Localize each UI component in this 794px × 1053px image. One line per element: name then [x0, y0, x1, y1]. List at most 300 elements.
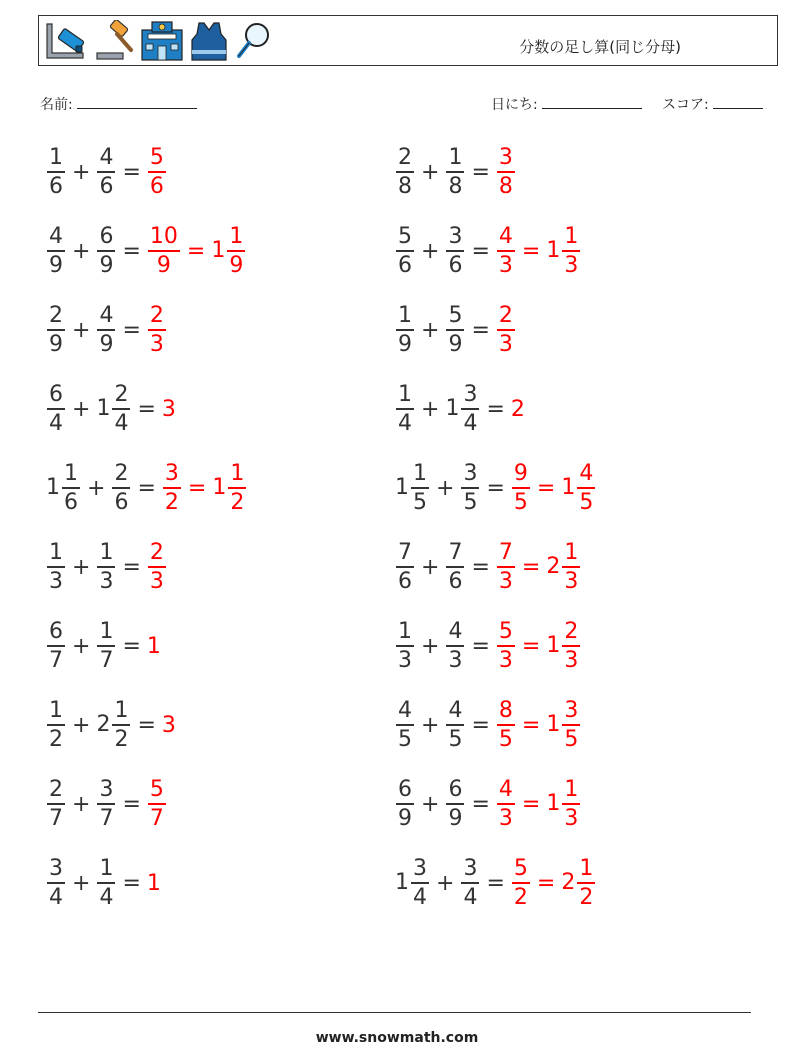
- answer: [546, 223, 581, 279]
- addend-a-denominator: 4: [49, 884, 63, 910]
- answer-fraction: [577, 855, 595, 911]
- answer-whole: 3: [161, 712, 176, 738]
- addend-a-numerator: 1: [64, 461, 78, 487]
- addend-a-numerator: 6: [49, 382, 63, 408]
- addend-b-denominator: 9: [448, 805, 463, 831]
- addend-a-denominator: 7: [49, 805, 63, 831]
- addend-b-term: [96, 381, 131, 437]
- answer-term: [162, 713, 177, 738]
- addend-b-term: [96, 697, 131, 753]
- equals-sign: =: [122, 791, 141, 817]
- equals-sign: =: [521, 712, 541, 738]
- addend-a-denominator: 6: [398, 252, 412, 278]
- answer: [511, 460, 531, 516]
- addend-a-whole: 1: [46, 475, 60, 500]
- addend-a-denominator: 3: [398, 647, 412, 673]
- answer-fraction: [497, 697, 515, 753]
- answer-term: [147, 776, 167, 832]
- addend-a-numerator: 3: [49, 856, 63, 882]
- equals-sign: =: [122, 238, 141, 264]
- answer-denominator: 2: [579, 884, 594, 910]
- problem-item: [46, 299, 167, 361]
- answer-whole: 3: [161, 396, 176, 422]
- addend-a-term: [395, 381, 415, 437]
- addend-a-fraction: [411, 460, 429, 516]
- answer-numerator: 4: [498, 224, 513, 250]
- addend-b-numerator: 3: [448, 224, 463, 250]
- addend-a-fraction: [47, 223, 65, 279]
- answer: [496, 144, 516, 200]
- equals-sign: =: [471, 712, 490, 738]
- answer: [147, 302, 167, 358]
- answer-denominator: 3: [498, 252, 513, 278]
- answer: [496, 223, 516, 279]
- footer-divider: [38, 1012, 751, 1013]
- addend-a-numerator: 2: [398, 145, 412, 171]
- answer-numerator: 1: [564, 224, 579, 250]
- answer: [496, 302, 516, 358]
- gavel-icon: [91, 20, 135, 62]
- answer: [496, 697, 516, 753]
- answer-numerator: 8: [498, 698, 513, 724]
- answer-term: [546, 618, 581, 674]
- answer-whole: 1: [211, 238, 226, 263]
- addend-b-numerator: 1: [448, 145, 463, 171]
- answer-term: [546, 223, 581, 279]
- addend-a-fraction: [47, 697, 65, 753]
- answer-fraction: [562, 776, 580, 832]
- answer-numerator: 3: [498, 145, 513, 171]
- addend-a-term: [46, 223, 66, 279]
- addend-b-denominator: 8: [448, 173, 463, 199]
- answer-numerator: 5: [513, 856, 528, 882]
- answer-numerator: 1: [229, 224, 244, 250]
- addend-a-whole: 1: [395, 475, 409, 500]
- addend-b-fraction: [97, 855, 115, 911]
- answer-denominator: 6: [149, 173, 164, 199]
- answer: [162, 460, 182, 516]
- answer-denominator: 2: [513, 884, 528, 910]
- equals-sign: =: [137, 396, 156, 422]
- answer-numerator: 7: [498, 540, 513, 566]
- answer-denominator: 2: [230, 489, 245, 515]
- answer-numerator: 5: [498, 619, 513, 645]
- addend-b-numerator: 6: [448, 777, 463, 803]
- answer-denominator: 5: [498, 726, 513, 752]
- addend-b-whole: 2: [96, 712, 111, 737]
- answer-numerator: 1: [564, 540, 579, 566]
- addend-b-denominator: 7: [99, 647, 114, 673]
- addend-b-denominator: 9: [99, 252, 114, 278]
- addend-b-term: [445, 381, 480, 437]
- answer-whole: 2: [546, 554, 561, 579]
- addend-b-fraction: [97, 618, 115, 674]
- equals-sign: =: [471, 238, 490, 264]
- name-blank[interactable]: [77, 94, 197, 109]
- addend-a-fraction: [396, 776, 414, 832]
- answer: [511, 855, 531, 911]
- plus-sign: +: [421, 317, 440, 343]
- addend-b-fraction: [446, 223, 464, 279]
- addend-a-term: [395, 618, 415, 674]
- answer: [546, 776, 581, 832]
- answer-denominator: 3: [498, 331, 513, 357]
- addend-a-term: [46, 618, 66, 674]
- addend-a-fraction: [396, 302, 414, 358]
- addend-b-denominator: 6: [448, 568, 463, 594]
- addend-b-numerator: 4: [99, 145, 114, 171]
- plus-sign: +: [72, 633, 91, 659]
- addend-a-term: [46, 776, 66, 832]
- score-label: スコア:: [662, 97, 709, 113]
- answer-denominator: 3: [564, 568, 579, 594]
- addend-a-term: [395, 539, 415, 595]
- answer-term: [147, 871, 162, 896]
- addend-b-term: [445, 302, 465, 358]
- answer: [561, 855, 596, 911]
- problem-item: [395, 299, 516, 361]
- answer: [496, 618, 516, 674]
- answer-denominator: 3: [498, 805, 513, 831]
- answer-numerator: 4: [579, 461, 594, 487]
- equals-sign: =: [471, 791, 490, 817]
- problem-item: [46, 220, 246, 282]
- answer-term: [147, 634, 162, 659]
- date-label: 日にち:: [491, 97, 538, 113]
- footer-site: www.snowmath.com: [315, 1030, 479, 1046]
- equals-sign: =: [536, 475, 556, 501]
- answer-fraction: [497, 776, 515, 832]
- equals-sign: =: [521, 238, 541, 264]
- date-blank[interactable]: [542, 94, 642, 109]
- problem-item: [46, 141, 167, 203]
- problem-item: [395, 220, 581, 282]
- equals-sign: =: [122, 633, 141, 659]
- answer-numerator: 2: [149, 303, 164, 329]
- answer: [162, 397, 177, 422]
- addend-a-term: [395, 223, 415, 279]
- answer-term: [147, 539, 167, 595]
- answer-term: [496, 144, 516, 200]
- answer: [546, 697, 581, 753]
- addend-a-whole: 1: [395, 870, 409, 895]
- addend-b-whole: 1: [96, 396, 111, 421]
- equals-sign: =: [471, 159, 490, 185]
- answer-term: [147, 302, 167, 358]
- answer-denominator: 5: [579, 489, 594, 515]
- plus-sign: +: [72, 554, 91, 580]
- addend-b-numerator: 1: [99, 540, 114, 566]
- answer: [162, 713, 177, 738]
- answer: [147, 144, 167, 200]
- answer-whole: 1: [146, 633, 161, 659]
- answer-term: [211, 223, 246, 279]
- addend-a-fraction: [396, 539, 414, 595]
- addend-b-fraction: [446, 539, 464, 595]
- equals-sign: =: [471, 554, 490, 580]
- answer-denominator: 3: [498, 568, 513, 594]
- answer-fraction: [148, 302, 166, 358]
- answer: [496, 776, 516, 832]
- equals-sign: =: [521, 633, 541, 659]
- equals-sign: =: [122, 870, 141, 896]
- answer-term: [546, 697, 581, 753]
- addend-b-term: [445, 144, 465, 200]
- answer-fraction: [497, 144, 515, 200]
- answer-numerator: 2: [498, 303, 513, 329]
- answer-fraction: [163, 460, 181, 516]
- addend-b-fraction: [112, 460, 130, 516]
- problem-item: [395, 141, 516, 203]
- addend-b-fraction: [446, 776, 464, 832]
- plus-sign: +: [421, 238, 440, 264]
- addend-b-term: [445, 539, 465, 595]
- addend-b-denominator: 3: [99, 568, 114, 594]
- addend-b-denominator: 2: [114, 726, 129, 752]
- addend-b-denominator: 9: [448, 331, 463, 357]
- addend-b-numerator: 3: [463, 461, 478, 487]
- plus-sign: +: [421, 791, 440, 817]
- answer: [546, 539, 581, 595]
- answer-numerator: 9: [513, 461, 528, 487]
- problem-item: [46, 694, 177, 756]
- addend-a-fraction: [411, 855, 429, 911]
- addend-a-numerator: 6: [398, 777, 412, 803]
- answer-fraction: [512, 855, 530, 911]
- answer-denominator: 9: [229, 252, 244, 278]
- addend-a-numerator: 2: [49, 777, 63, 803]
- addend-b-fraction: [97, 302, 115, 358]
- addend-b-whole: 1: [445, 396, 460, 421]
- answer-numerator: 1: [564, 777, 579, 803]
- addend-b-fraction: [446, 697, 464, 753]
- addend-a-denominator: 4: [398, 410, 412, 436]
- answer-whole: 1: [561, 475, 576, 500]
- answer-fraction: [497, 618, 515, 674]
- addend-a-denominator: 6: [49, 173, 63, 199]
- addend-a-fraction: [396, 697, 414, 753]
- addend-b-term: [445, 697, 465, 753]
- answer-fraction: [562, 539, 580, 595]
- equals-sign: =: [122, 159, 141, 185]
- equals-sign: =: [471, 633, 490, 659]
- addend-a-term: [46, 460, 81, 516]
- addend-a-numerator: 4: [398, 698, 412, 724]
- addend-a-denominator: 6: [64, 489, 78, 515]
- problem-item: [395, 457, 596, 519]
- answer-numerator: 5: [149, 777, 164, 803]
- answer: [147, 539, 167, 595]
- header-box: [38, 15, 778, 66]
- addend-a-numerator: 1: [398, 303, 412, 329]
- addend-a-fraction: [47, 302, 65, 358]
- addend-b-fraction: [446, 302, 464, 358]
- addend-b-fraction: [461, 381, 479, 437]
- addend-a-denominator: 9: [49, 252, 63, 278]
- problem-item: [46, 773, 167, 835]
- answer: [212, 460, 247, 516]
- answer-whole: 1: [546, 791, 561, 816]
- addend-b-numerator: 4: [448, 698, 463, 724]
- addend-a-fraction: [47, 618, 65, 674]
- addend-b-numerator: 1: [99, 856, 114, 882]
- answer-denominator: 7: [149, 805, 164, 831]
- addend-b-fraction: [97, 223, 115, 279]
- answer-fraction: [512, 460, 530, 516]
- answer-fraction: [148, 539, 166, 595]
- answer-whole: 1: [546, 238, 561, 263]
- addend-a-term: [46, 302, 66, 358]
- addend-a-term: [395, 144, 415, 200]
- problem-item: [395, 378, 526, 440]
- answer-term: [212, 460, 247, 516]
- answer-term: [561, 855, 596, 911]
- answer-denominator: 3: [564, 805, 579, 831]
- name-field: [40, 94, 197, 114]
- answer-whole: 2: [561, 870, 576, 895]
- answer-term: [496, 302, 516, 358]
- plus-sign: +: [421, 159, 440, 185]
- addend-b-fraction: [112, 381, 130, 437]
- answer-fraction: [148, 776, 166, 832]
- answer: [546, 618, 581, 674]
- addend-b-denominator: 9: [99, 331, 114, 357]
- answer-term: [496, 539, 516, 595]
- addend-a-denominator: 8: [398, 173, 412, 199]
- answer-denominator: 2: [164, 489, 179, 515]
- answer: [147, 223, 181, 279]
- problem-item: [395, 773, 581, 835]
- problem-item: [395, 536, 581, 598]
- addend-b-fraction: [446, 144, 464, 200]
- answer-whole: 2: [510, 396, 525, 422]
- equals-sign: =: [137, 712, 156, 738]
- addend-b-denominator: 7: [99, 805, 114, 831]
- addend-a-term: [46, 539, 66, 595]
- answer-fraction: [497, 223, 515, 279]
- answer-numerator: 5: [149, 145, 164, 171]
- answer-denominator: 8: [498, 173, 513, 199]
- addend-a-term: [395, 460, 430, 516]
- answer-term: [162, 397, 177, 422]
- problem-item: [395, 694, 581, 756]
- addend-b-numerator: 3: [463, 382, 478, 408]
- addend-b-numerator: 5: [448, 303, 463, 329]
- addend-a-numerator: 4: [49, 224, 63, 250]
- addend-b-numerator: 2: [114, 382, 129, 408]
- addend-b-denominator: 6: [448, 252, 463, 278]
- problem-item: [46, 536, 167, 598]
- answer-fraction: [228, 460, 246, 516]
- score-field: [662, 94, 763, 114]
- answer-denominator: 3: [149, 568, 164, 594]
- addend-a-fraction: [62, 460, 80, 516]
- answer-fraction: [562, 697, 580, 753]
- addend-a-term: [46, 381, 66, 437]
- addend-a-term: [395, 776, 415, 832]
- header-icons: [43, 19, 273, 63]
- equals-sign: =: [187, 475, 207, 501]
- addend-a-numerator: 5: [398, 224, 412, 250]
- ruler-icon: [43, 20, 87, 62]
- addend-b-numerator: 1: [114, 698, 129, 724]
- addend-b-numerator: 7: [448, 540, 463, 566]
- addend-b-numerator: 3: [463, 856, 478, 882]
- answer-term: [546, 539, 581, 595]
- plus-sign: +: [72, 870, 91, 896]
- answer-denominator: 3: [149, 331, 164, 357]
- answer: [211, 223, 246, 279]
- addend-a-denominator: 9: [49, 331, 63, 357]
- addend-a-numerator: 1: [49, 540, 63, 566]
- answer-fraction: [148, 223, 180, 279]
- answer-fraction: [497, 302, 515, 358]
- plus-sign: +: [421, 633, 440, 659]
- addend-a-numerator: 3: [413, 856, 427, 882]
- answer-fraction: [227, 223, 245, 279]
- addend-a-term: [395, 855, 430, 911]
- answer-term: [162, 460, 182, 516]
- addend-a-denominator: 7: [49, 647, 63, 673]
- addend-a-denominator: 4: [49, 410, 63, 436]
- addend-b-term: [96, 302, 116, 358]
- answer-denominator: 5: [513, 489, 528, 515]
- magnifier-icon: [233, 20, 273, 62]
- addend-b-numerator: 6: [99, 224, 114, 250]
- answer-whole: 1: [546, 633, 561, 658]
- answer-numerator: 3: [164, 461, 179, 487]
- addend-b-term: [96, 223, 116, 279]
- addend-a-numerator: 2: [49, 303, 63, 329]
- addend-a-fraction: [396, 144, 414, 200]
- answer-term: [561, 460, 596, 516]
- vest-icon: [189, 20, 229, 62]
- addend-b-numerator: 4: [448, 619, 463, 645]
- addend-b-fraction: [97, 539, 115, 595]
- addend-a-denominator: 2: [49, 726, 63, 752]
- answer-fraction: [577, 460, 595, 516]
- answer-numerator: 2: [149, 540, 164, 566]
- addend-b-denominator: 5: [448, 726, 463, 752]
- date-field: [491, 94, 642, 114]
- plus-sign: +: [72, 159, 91, 185]
- addend-b-numerator: 2: [114, 461, 129, 487]
- problem-item: [46, 852, 162, 914]
- addend-b-denominator: 4: [99, 884, 114, 910]
- addend-b-denominator: 4: [463, 884, 478, 910]
- equals-sign: =: [486, 396, 505, 422]
- addend-a-fraction: [47, 381, 65, 437]
- addend-a-denominator: 9: [398, 805, 412, 831]
- answer-numerator: 10: [149, 224, 178, 250]
- addend-b-denominator: 4: [114, 410, 129, 436]
- answer-denominator: 3: [498, 647, 513, 673]
- addend-b-denominator: 6: [99, 173, 114, 199]
- police-station-icon: [139, 20, 185, 62]
- addend-a-numerator: 7: [398, 540, 412, 566]
- score-blank[interactable]: [713, 94, 763, 109]
- addend-b-fraction: [461, 855, 479, 911]
- plus-sign: +: [421, 712, 440, 738]
- answer-term: [546, 776, 581, 832]
- answer-term: [511, 460, 531, 516]
- answer-numerator: 2: [564, 619, 579, 645]
- addend-b-numerator: 1: [99, 619, 114, 645]
- answer-numerator: 1: [579, 856, 594, 882]
- equals-sign: =: [521, 554, 541, 580]
- addend-b-fraction: [97, 144, 115, 200]
- plus-sign: +: [87, 475, 106, 501]
